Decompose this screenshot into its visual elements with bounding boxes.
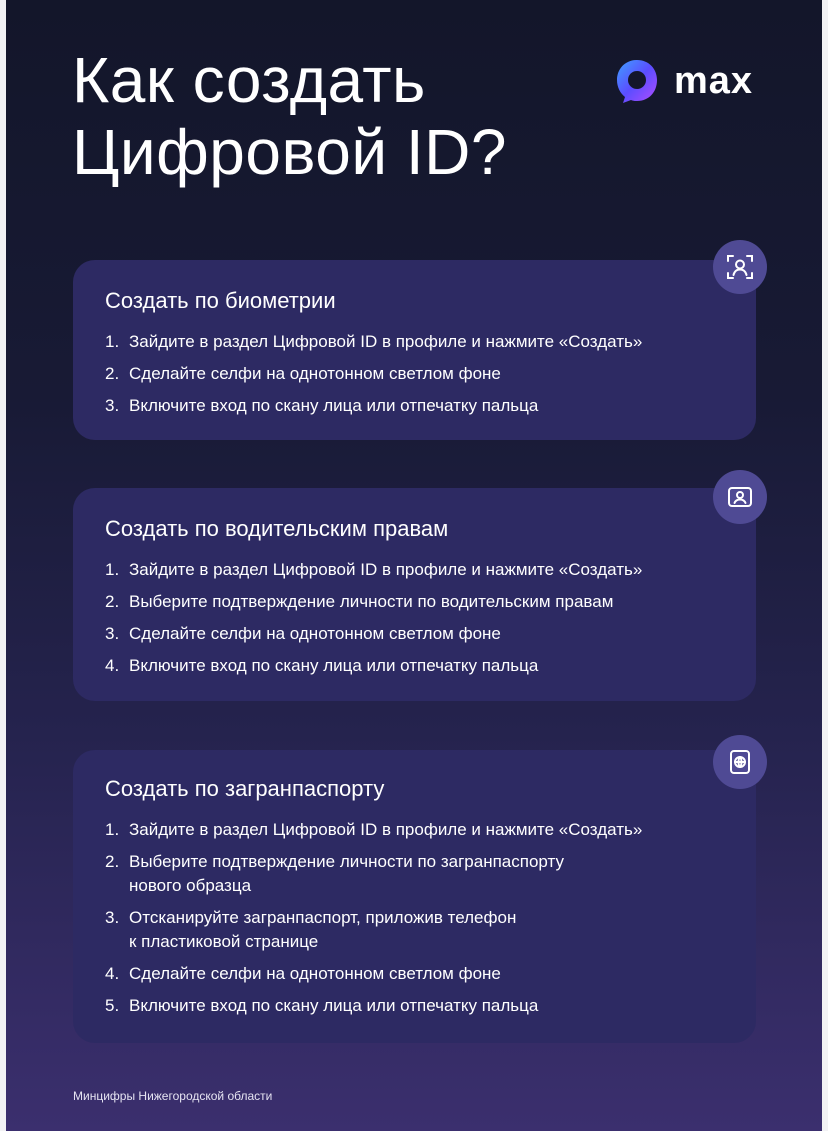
face-scan-badge <box>713 240 767 294</box>
card-passport <box>73 750 756 1043</box>
id-card-icon <box>725 482 755 512</box>
card-title: Создать по водительским правам <box>105 516 449 541</box>
id-card-badge <box>713 470 767 524</box>
list-item <box>105 362 745 386</box>
brand-name: max <box>674 60 754 102</box>
step-number: 4. <box>105 964 120 983</box>
card-biometrics <box>73 260 756 440</box>
list-item <box>105 994 745 1018</box>
steps-list <box>105 330 745 426</box>
list-item <box>105 590 745 614</box>
steps-list <box>105 818 745 1026</box>
step-text: Сделайте селфи на однотонном светлом фоне <box>129 364 501 383</box>
step-text: Отсканируйте загранпаспорт, приложив телефон к пластиковой странице <box>129 908 517 951</box>
card-title: Создать по биометрии <box>105 288 336 313</box>
list-item <box>105 654 745 678</box>
step-text: Зайдите в раздел Цифровой ID в профиле и нажмите «Создать» <box>129 560 643 579</box>
steps-list <box>105 558 745 686</box>
step-text: Сделайте селфи на однотонном светлом фоне <box>129 624 501 643</box>
max-logo-icon <box>612 56 662 106</box>
step-text: Включите вход по скану лица или отпечатку пальца <box>129 396 539 415</box>
poster <box>6 0 822 1131</box>
step-number: 2. <box>105 364 120 383</box>
step-number: 5. <box>105 996 120 1015</box>
step-number: 2. <box>105 852 120 871</box>
step-text: Включите вход по скану лица или отпечатку пальца <box>129 996 539 1015</box>
title-line-1: Как создать <box>72 44 426 116</box>
page-title <box>72 44 592 188</box>
title-line-2: Цифровой ID? <box>72 116 507 188</box>
step-number: 1. <box>105 820 120 839</box>
list-item <box>105 850 745 898</box>
list-item <box>105 906 745 954</box>
card-drivers-license <box>73 488 756 701</box>
step-number: 1. <box>105 332 120 351</box>
list-item <box>105 330 745 354</box>
step-number: 3. <box>105 624 120 643</box>
step-number: 4. <box>105 656 120 675</box>
footer-credit: Минцифры Нижегородской области <box>73 1089 273 1103</box>
list-item <box>105 962 745 986</box>
step-number: 3. <box>105 908 120 927</box>
step-text: Включите вход по скану лица или отпечатку пальца <box>129 656 539 675</box>
passport-badge <box>713 735 767 789</box>
list-item <box>105 394 745 418</box>
step-text: Выберите подтверждение личности по водительским правам <box>129 592 614 611</box>
step-text: Зайдите в раздел Цифровой ID в профиле и нажмите «Создать» <box>129 820 643 839</box>
step-text: Сделайте селфи на однотонном светлом фоне <box>129 964 501 983</box>
list-item <box>105 558 745 582</box>
step-number: 2. <box>105 592 120 611</box>
step-text: Выберите подтверждение личности по загранпаспорту нового образца <box>129 852 564 895</box>
list-item <box>105 818 745 842</box>
brand <box>612 56 753 106</box>
step-number: 1. <box>105 560 120 579</box>
passport-icon <box>725 747 755 777</box>
step-text: Зайдите в раздел Цифровой ID в профиле и нажмите «Создать» <box>129 332 643 351</box>
step-number: 3. <box>105 396 120 415</box>
list-item <box>105 622 745 646</box>
face-scan-icon <box>725 252 755 282</box>
card-title: Создать по загранпаспорту <box>105 776 385 801</box>
